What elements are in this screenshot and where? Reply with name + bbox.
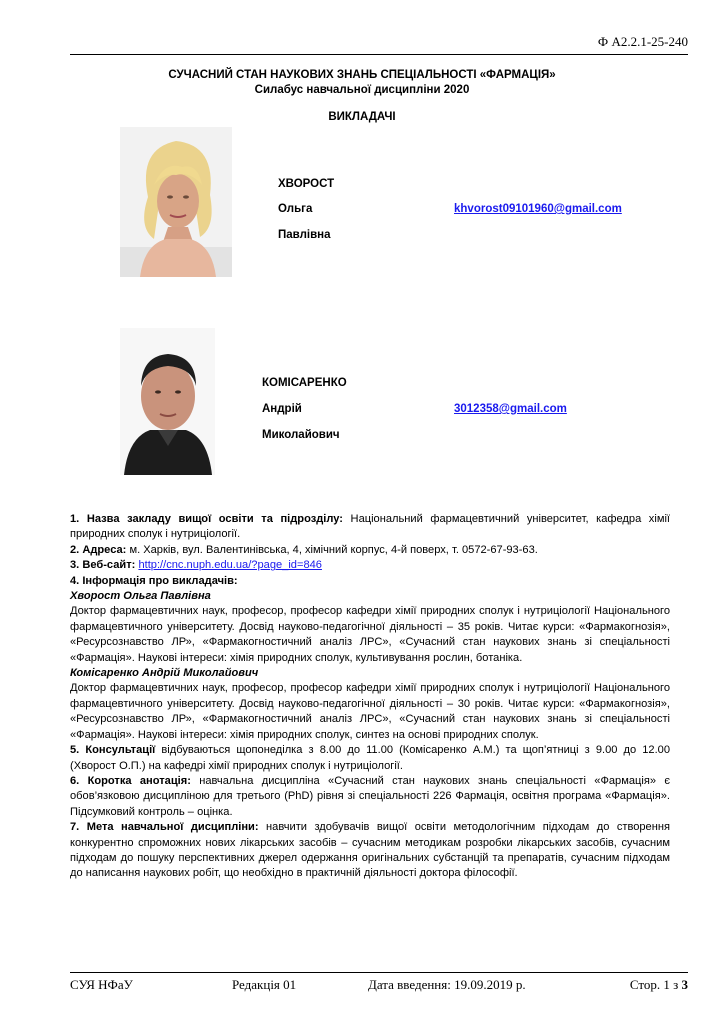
teacher-1-photo — [120, 127, 232, 277]
teacher-1-patronymic: Павлівна — [278, 229, 331, 241]
teacher-2-name-heading — [70, 666, 670, 681]
info-teachers-label: 4. Інформація про викладачів: — [70, 574, 238, 587]
info-institution-text: Національний фармацевтичний університет, кафедра хімії природних сполук і нутриціології. — [70, 513, 670, 541]
footer-divider — [70, 972, 688, 973]
info-address-text: м. Харків, вул. Валентинівська, 4, хімічний корпус, 4-й поверх, т. 0572-67-93-63. — [126, 543, 538, 556]
teacher-1-email-link[interactable]: khvorost09101960@gmail.com — [454, 203, 622, 215]
teacher-2-bio: Доктор фармацевтичних наук, професор, професор кафедри хімії природних сполук і нутриціології Національного фармацевтичного університету. Досвід науково-педагогічної діяльності – 30 років. Читає курси: «Фармакогнозія», «Ресурсознавство ЛР», «Фармакогностичний аналіз ЛРС», «Сучасний стан наукових знань зі спеціальності «Фармація». Наукові інтереси: хімія природних сполук, синтез на основі природних сполук. — [70, 682, 670, 741]
teacher-1-first-name: Ольга — [278, 203, 313, 215]
info-goal — [70, 820, 670, 882]
footer-page-total: 3 — [681, 977, 688, 992]
info-consultations — [70, 743, 670, 774]
document-subtitle: Силабус навчальної дисципліни 2020 — [254, 84, 470, 96]
info-institution-label: 1. Назва закладу вищої освіти та підрозділу: — [70, 513, 343, 525]
teacher-2-full-name: Комісаренко Андрій Миколайович — [70, 667, 259, 680]
info-goal-label: 7. Мета навчальної дисципліни: — [70, 821, 259, 834]
info-annotation-label: 6. Коротка анотація: — [70, 774, 191, 787]
teacher-1-bio: Доктор фармацевтичних наук, професор, професор кафедри хімії природних сполук і нутриціології Національного фармацевтичного університету. Досвід науково-педагогічної діяльності – 35 років. Читає курси: «Фармакогнозія», «Ресурсознавство ЛР», «Фармакогностичний аналіз ЛРС», «Сучасний стан наукових знань зі спеціальності «Фармація». Наукові інтереси: хімія природних сполук, культивування рослин, ботаніка. — [70, 605, 670, 664]
website-link[interactable]: http://cnc.nuph.edu.ua/?page_id=846 — [138, 559, 322, 572]
info-address-label: 2. Адреса: — [70, 543, 127, 556]
footer-page — [630, 977, 688, 993]
info-website — [70, 558, 670, 573]
info-annotation — [70, 774, 670, 820]
teacher-2-surname: КОМІСАРЕНКО — [262, 377, 347, 389]
teacher-1-surname: ХВОРОСТ — [278, 178, 335, 190]
footer-org: СУЯ НФаУ — [70, 977, 133, 992]
document-title: СУЧАСНИЙ СТАН НАУКОВИХ ЗНАНЬ СПЕЦІАЛЬНОСТІ «ФАРМАЦІЯ» — [168, 69, 556, 81]
teacher-2-patronymic: Миколайович — [262, 429, 340, 441]
teacher-1-name-heading — [70, 589, 670, 604]
info-consultations-label: 5. Консультації — [70, 744, 156, 757]
info-teachers-heading — [70, 574, 670, 589]
info-institution — [70, 512, 670, 543]
form-code: Ф А2.2.1-25-240 — [597, 34, 688, 49]
info-address — [70, 543, 670, 558]
footer-date: Дата введення: 19.09.2019 р. — [368, 977, 526, 992]
section-title: ВИКЛАДАЧІ — [328, 111, 396, 123]
teacher-2-email-link[interactable]: 3012358@gmail.com — [454, 403, 567, 415]
info-goal-text: навчити здобувачів вищої освіти методологічним підходам до створення конкурентно спроможних нових лікарських засобів – сучасним методикам розробки лікарських засобів, сучасним підходам до пошуку перспективних джерел одержання оригінальних субстанцій та препаратів, сучасним підходам до написання наукових робіт, що необхідно в практичній діяльності доктора філософії. — [70, 821, 670, 880]
syllabus-info — [70, 512, 670, 882]
info-consultations-text: відбуваються щопонеділка з 8.00 до 11.00 (Комісаренко А.М.) та щоп’ятниці з 9.00 до 12.00 (Хворост О.П.) на кафедрі хімії природних сполук і нутриціології. — [70, 744, 670, 772]
header-divider — [70, 54, 688, 55]
info-annotation-text: навчальна дисципліна «Сучасний стан наукових знань спеціальності «Фармація» є обов’язковою дисципліною для третього (PhD) рівня зі спеціальності 226 Фармація, освітня програма «Фармація». Підсумковий контроль – оцінка. — [70, 774, 670, 818]
footer-page-prefix: Стор. 1 з — [629, 977, 682, 992]
teacher-1-full-name: Хворост Ольга Павлівна — [70, 590, 211, 603]
teacher-2-photo — [120, 328, 215, 475]
footer-edition: Редакція 01 — [232, 977, 297, 992]
info-website-label: 3. Веб-сайт: — [70, 559, 136, 572]
teacher-2-first-name: Андрій — [262, 403, 302, 415]
